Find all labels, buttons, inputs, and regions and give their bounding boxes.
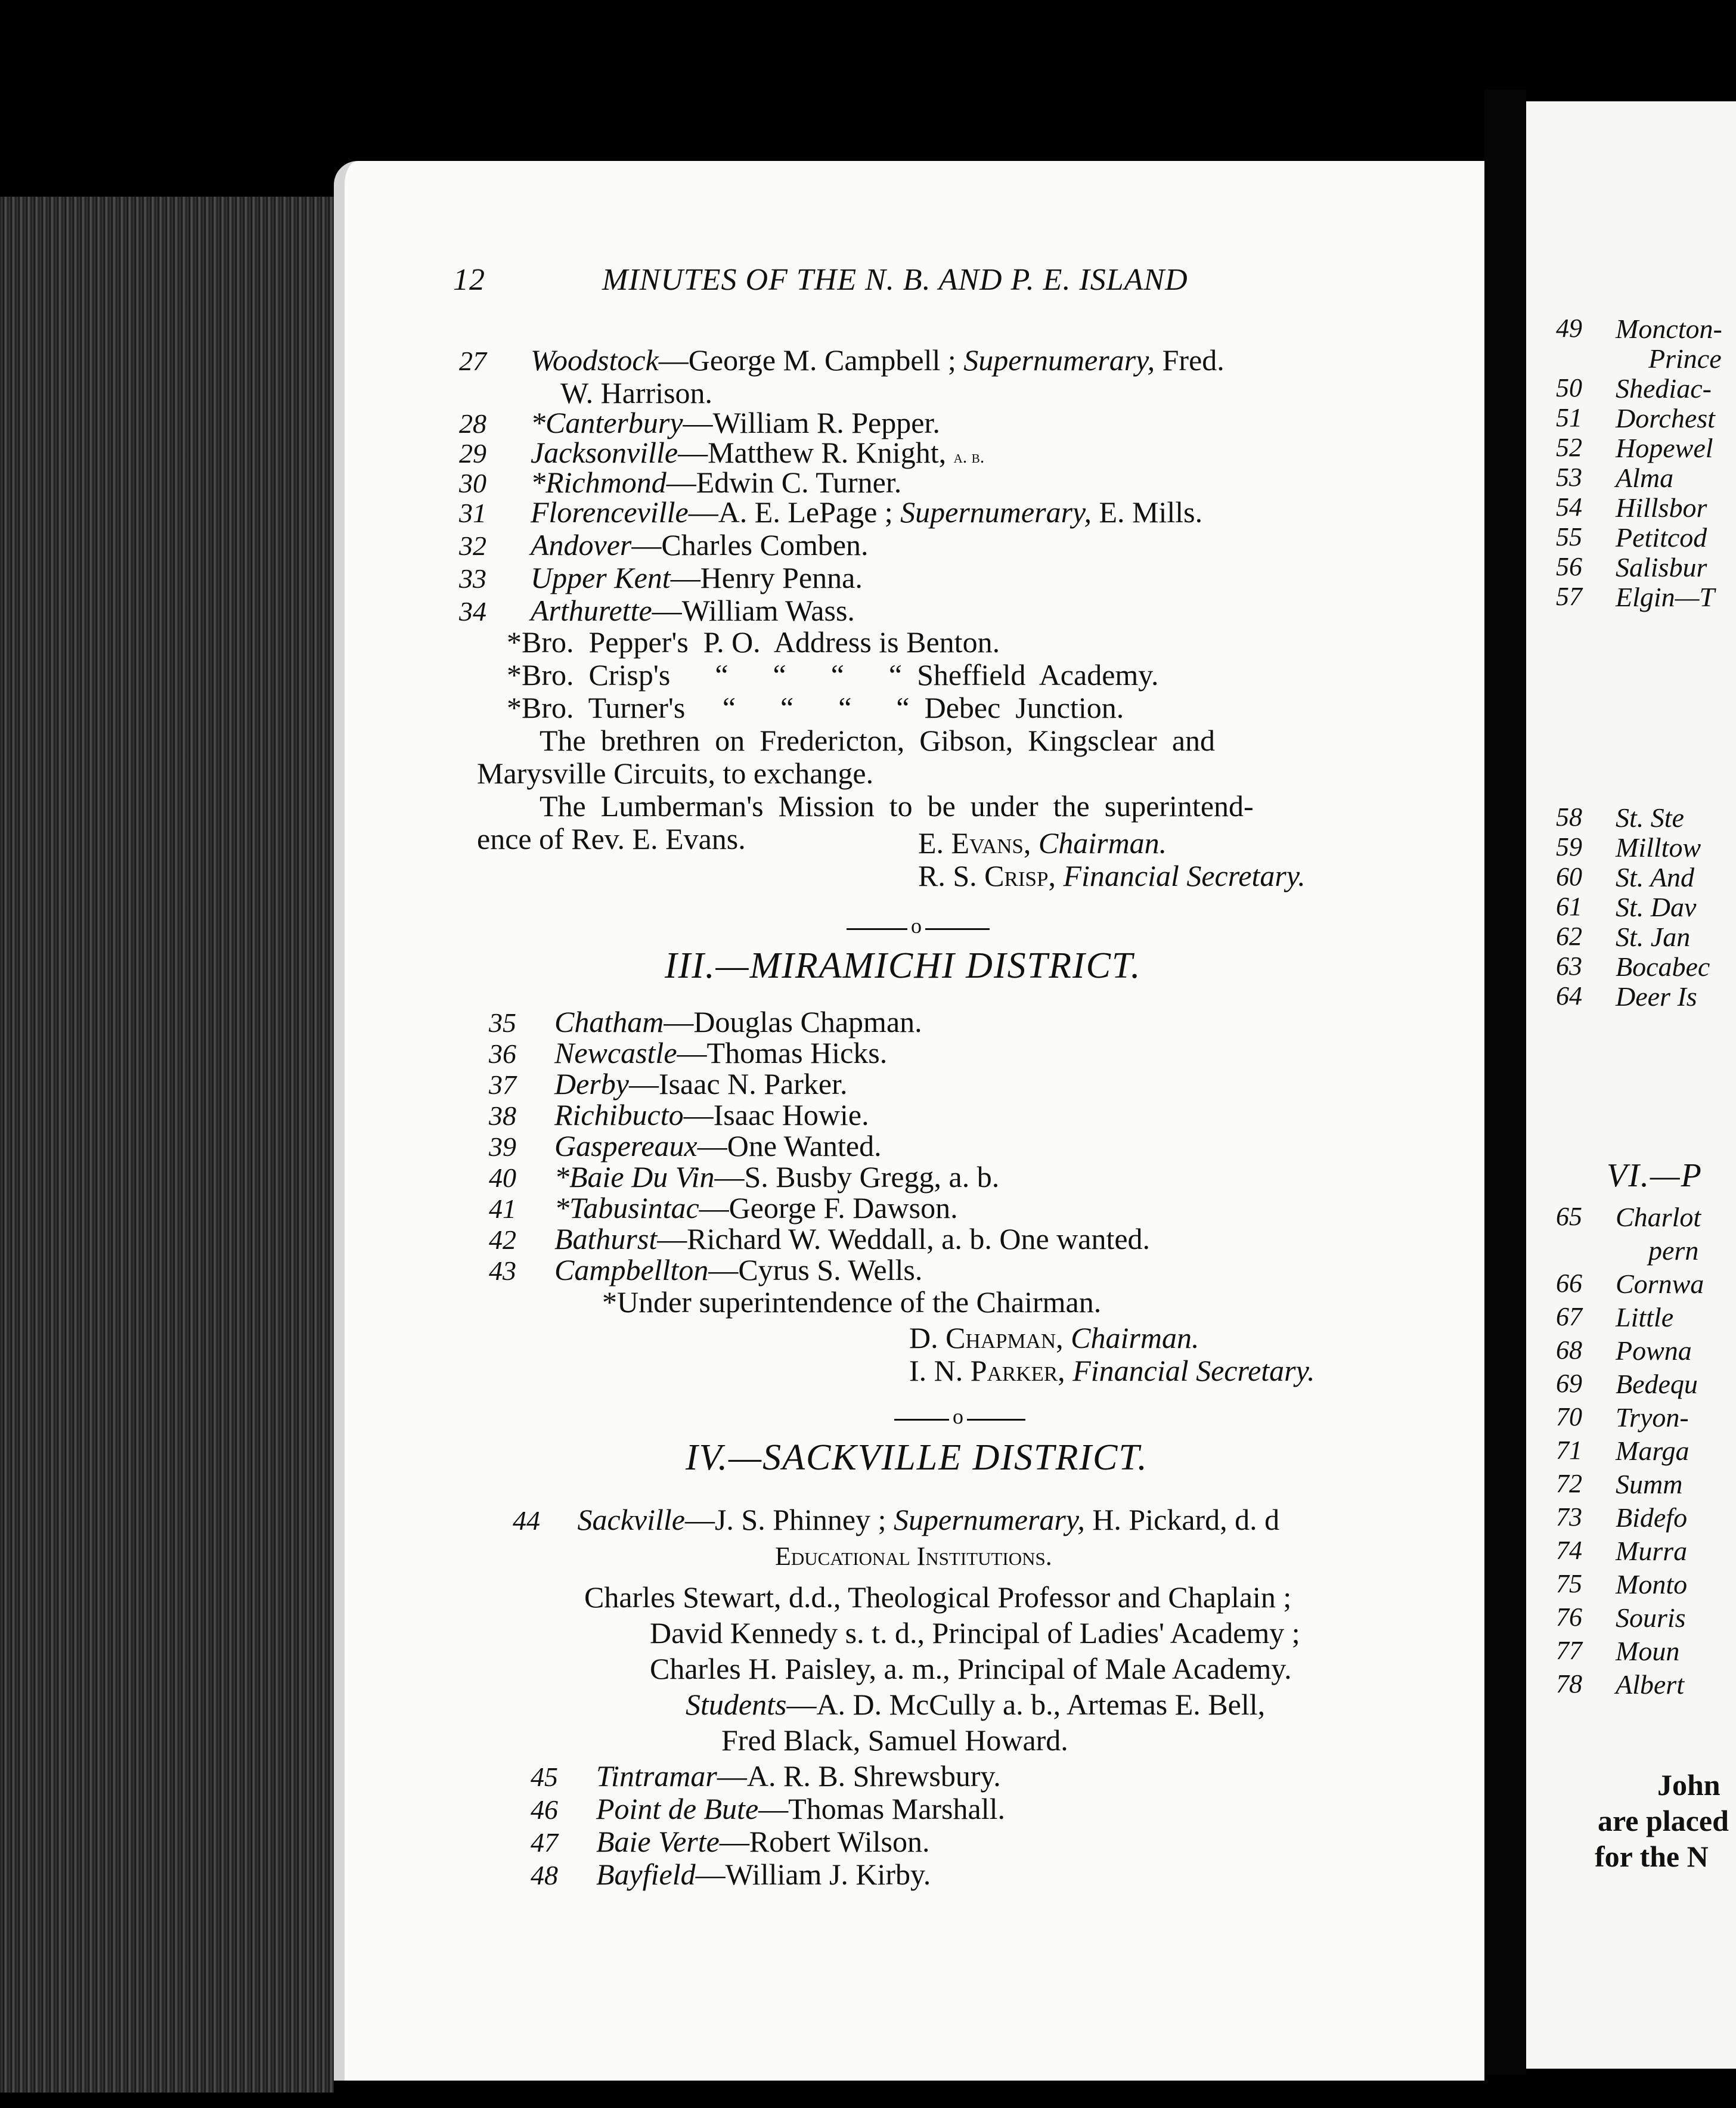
chairman-role: Chairman.	[1038, 826, 1167, 860]
entry-number: 33	[459, 563, 486, 594]
minister-name: A. E. LePage ;	[718, 495, 901, 529]
entry-number: 71	[1556, 1436, 1582, 1465]
entry-number: 30	[459, 468, 486, 498]
entry-number: 40	[489, 1162, 516, 1193]
dash: —	[708, 1253, 739, 1286]
secretary-name: I. N. Parker,	[909, 1354, 1065, 1387]
secretary-role: Financial Secretary.	[1063, 859, 1306, 892]
entry-number: 51	[1556, 403, 1582, 432]
circuit-name: Arthurette	[531, 594, 652, 627]
entry-number: 44	[513, 1505, 540, 1536]
minister-name: George M. Campbell ;	[688, 343, 964, 377]
entry-number: 35	[489, 1008, 516, 1038]
dash: —	[683, 406, 713, 439]
dash: —	[758, 1792, 789, 1825]
entry-number: 73	[1556, 1502, 1582, 1532]
dash: —	[683, 1098, 714, 1132]
minister-name: S. Busby Gregg, a. b.	[744, 1160, 1000, 1194]
circuit-name: Albert	[1616, 1669, 1684, 1700]
dash: —	[666, 466, 696, 499]
students-label: Students	[686, 1688, 787, 1721]
list-entry	[489, 1005, 922, 1039]
entry-number: 56	[1556, 552, 1582, 581]
chairman-role: Chairman.	[1071, 1321, 1199, 1354]
entry-number: 60	[1556, 862, 1582, 891]
district-6-title: VI.—P	[1607, 1157, 1703, 1194]
circuit-name: Little	[1616, 1302, 1674, 1332]
minister-name: Henry Penna.	[700, 561, 863, 594]
circuit-name: Hillsbor	[1616, 492, 1707, 523]
entry-number: 63	[1556, 951, 1582, 981]
circuit-name: Alma	[1616, 463, 1674, 493]
entry-number: 47	[531, 1827, 558, 1858]
entry-number: 75	[1556, 1569, 1582, 1598]
circuit-name: Prince	[1648, 343, 1722, 374]
circuit-name: Marga	[1616, 1436, 1690, 1466]
circuit-name: Baie Verte	[596, 1825, 720, 1858]
list-entry	[459, 343, 1224, 377]
secretary-role: Financial Secretary.	[1072, 1354, 1315, 1387]
circuit-name: Petitcod	[1616, 522, 1707, 553]
circuit-name: Elgin—T	[1616, 582, 1715, 612]
entry-number: 49	[1556, 314, 1582, 343]
dash: —	[652, 594, 682, 627]
entry-number: 46	[531, 1794, 558, 1825]
note-line: *Bro. Crisp's “ “ “ “ Sheffield Academy.	[507, 658, 1159, 692]
circuit-name: Sackville	[577, 1503, 685, 1536]
entry-number: 38	[489, 1100, 516, 1131]
list-entry	[459, 495, 1202, 529]
entry-number: 36	[489, 1038, 516, 1069]
entry-number: 58	[1556, 802, 1582, 832]
edu-line: Charles Stewart, d.d., Theological Professor and Chaplain ;	[584, 1580, 1292, 1614]
minister-name: William R. Pepper.	[712, 406, 940, 439]
circuit-name: Derby	[554, 1067, 629, 1100]
minister-name: W. Harrison.	[560, 376, 713, 410]
dash: —	[677, 1036, 707, 1070]
entry-number: 57	[1556, 582, 1582, 611]
circuit-name: *Tabusintac	[554, 1191, 699, 1224]
circuit-name: Tryon-	[1616, 1402, 1689, 1433]
entry-number: 64	[1556, 981, 1582, 1010]
circuit-name: Point de Bute	[596, 1792, 759, 1825]
entry-number: 45	[531, 1762, 558, 1792]
entry-number: 77	[1556, 1636, 1582, 1665]
dash: —	[631, 528, 662, 562]
entry-number: 43	[489, 1256, 516, 1286]
list-entry	[489, 1253, 922, 1287]
entry-number: 53	[1556, 463, 1582, 492]
dash: —	[695, 1858, 726, 1891]
students-line	[686, 1687, 1265, 1722]
circuit-name: Charlot	[1616, 1202, 1701, 1232]
list-entry	[489, 1129, 882, 1163]
entry-number: 65	[1556, 1202, 1582, 1231]
page-number: 12	[453, 263, 485, 297]
minister-name: Matthew R. Knight,	[708, 436, 954, 469]
list-entry	[489, 1160, 999, 1194]
circuit-name: Chatham	[554, 1005, 664, 1038]
circuit-name: Moun	[1616, 1636, 1680, 1666]
entry-number: 55	[1556, 522, 1582, 551]
entry-number: 32	[459, 531, 486, 561]
circuit-name: Bedequ	[1616, 1369, 1698, 1399]
dash: —	[714, 1160, 745, 1194]
list-entry	[489, 1098, 869, 1132]
circuit-name: *Baie Du Vin	[554, 1160, 715, 1194]
minister-name: Douglas Chapman.	[693, 1005, 922, 1038]
minister-name: Thomas Marshall.	[788, 1792, 1005, 1825]
minister-name: Robert Wilson.	[749, 1825, 930, 1858]
circuit-name: Campbellton	[554, 1253, 709, 1286]
entry-44: 44 Sackville—J. S. Phinney ; Supernumerary, H. Pickard, d. d	[513, 1503, 1280, 1536]
list-entry	[489, 1067, 847, 1101]
edu-line: Charles H. Paisley, a. m., Principal of Male Academy.	[650, 1652, 1292, 1685]
circuit-name: Bocabec	[1616, 951, 1710, 982]
circuit-name: Souris	[1616, 1602, 1686, 1633]
note-line: ence of Rev. E. Evans.	[477, 822, 746, 855]
minister-name: Cyrus S. Wells.	[738, 1253, 923, 1286]
dash: —	[664, 1005, 694, 1038]
entry-number: 54	[1556, 492, 1582, 522]
district-3-title: III.—MIRAMICHI DISTRICT.	[665, 946, 1142, 986]
entry-number: 48	[531, 1860, 558, 1890]
students-names: —A. D. McCully a. b., Artemas E. Bell,	[786, 1688, 1266, 1721]
chairman-name: D. Chapman,	[909, 1321, 1064, 1354]
circuit-name: Gaspereaux	[554, 1129, 698, 1162]
entry-number: 74	[1556, 1536, 1582, 1565]
minister-name: A. R. B. Shrewsbury.	[746, 1759, 1001, 1793]
minister-name: One Wanted.	[727, 1129, 882, 1162]
entry-number: 78	[1556, 1669, 1582, 1698]
circuit-name: St. Jan	[1616, 922, 1691, 952]
dash: —	[657, 1222, 687, 1256]
entry-number: 61	[1556, 892, 1582, 921]
minister-name: George F. Dawson.	[728, 1191, 958, 1224]
separator-mark-1: o	[907, 913, 925, 938]
note-line: *Bro. Turner's “ “ “ “ Debec Junction.	[507, 691, 1124, 724]
circuit-name: Cornwa	[1616, 1269, 1704, 1299]
dash: —	[717, 1759, 747, 1793]
entry-number: 31	[459, 498, 486, 528]
list-entry	[531, 1857, 931, 1892]
circuit-name: Summ	[1616, 1469, 1683, 1499]
extra-text: E. Mills.	[1091, 495, 1203, 529]
chairman-signature-1	[918, 826, 1167, 860]
list-entry	[531, 1824, 930, 1859]
note-line: The brethren on Fredericton, Gibson, Kingsclear and	[540, 724, 1216, 757]
entry-number: 59	[1556, 832, 1582, 861]
circuit-name: *Richmond	[531, 466, 666, 499]
entry-number: 27	[459, 346, 486, 376]
note-line: The Lumberman's Mission to be under the superintend-	[540, 789, 1254, 823]
edu-heading: Educational Institutions.	[775, 1542, 1052, 1571]
supernumerary-name: H. Pickard, d. d	[1084, 1503, 1280, 1536]
dash: —	[658, 343, 689, 377]
entry-number: 50	[1556, 373, 1582, 402]
entry-number: 34	[459, 596, 486, 627]
minister-name: William J. Kirby.	[725, 1858, 931, 1891]
list-entry	[489, 1036, 887, 1070]
entry-number: 69	[1556, 1369, 1582, 1398]
running-head: MINUTES OF THE N. B. AND P. E. ISLAND	[602, 263, 1188, 297]
circuit-name: Jacksonville	[531, 436, 678, 469]
list-entry	[531, 1791, 1005, 1826]
bottom-line: John	[1657, 1768, 1720, 1802]
dash: —	[628, 1067, 659, 1100]
entry-number: 67	[1556, 1302, 1582, 1331]
bottom-line: for the N	[1595, 1840, 1709, 1873]
entry-number: 66	[1556, 1269, 1582, 1298]
supernumerary-label: Supernumerary,	[900, 495, 1092, 529]
circuit-name: pern	[1648, 1235, 1699, 1266]
circuit-name: Moncton-	[1616, 314, 1722, 344]
list-entry	[459, 593, 855, 628]
entry-number: 52	[1556, 433, 1582, 462]
circuit-name: Shediac-	[1616, 373, 1712, 404]
district-3-note: *Under superintendence of the Chairman.	[602, 1285, 1102, 1319]
students-line-2: Fred Black, Samuel Howard.	[721, 1723, 1068, 1757]
circuit-name: Monto	[1616, 1569, 1688, 1599]
circuit-name: Bayfield	[596, 1858, 696, 1891]
supernumerary-label: Supernumerary,	[894, 1503, 1085, 1536]
extra-text: Fred.	[1155, 343, 1224, 377]
entry-number: 29	[459, 438, 486, 469]
circuit-name: Woodstock	[531, 343, 659, 377]
circuit-name: Hopewel	[1616, 433, 1713, 463]
minister-name: Edwin C. Turner.	[696, 466, 902, 499]
entry-number: 70	[1556, 1402, 1582, 1431]
chairman-name: E. Evans,	[918, 826, 1031, 860]
minister-name: J. S. Phinney ;	[714, 1503, 894, 1536]
secretary-signature-1	[918, 858, 1306, 893]
list-entry	[489, 1222, 1150, 1256]
list-entry	[531, 1759, 1001, 1793]
dash: —	[670, 561, 700, 594]
entry-number: 76	[1556, 1602, 1582, 1632]
circuit-name: Tintramar	[596, 1759, 717, 1793]
circuit-name: *Canterbury	[531, 406, 683, 439]
dash: —	[699, 1191, 729, 1224]
list-entry	[489, 1191, 958, 1225]
entry-number: 68	[1556, 1335, 1582, 1365]
supernumerary-label: Supernumerary,	[963, 343, 1155, 377]
entry-number: 72	[1556, 1469, 1582, 1498]
dash: —	[688, 495, 718, 529]
note-line: *Bro. Pepper's P. O. Address is Benton.	[507, 625, 1000, 659]
circuit-name: Murra	[1616, 1536, 1688, 1566]
bottom-line: are placed	[1598, 1804, 1729, 1837]
minister-name: William Wass.	[681, 594, 855, 627]
entry-number: 41	[489, 1194, 516, 1224]
entry-number: 39	[489, 1132, 516, 1162]
minister-name: Charles Comben.	[661, 528, 869, 562]
dash: —	[678, 436, 708, 469]
edu-line: David Kennedy s. t. d., Principal of Ladies' Academy ;	[650, 1616, 1300, 1650]
entry-number: 28	[459, 408, 486, 439]
circuit-name: Bidefo	[1616, 1502, 1688, 1533]
circuit-name: Richibucto	[554, 1098, 684, 1132]
district-4-title: IV.—SACKVILLE DISTRICT.	[686, 1437, 1148, 1478]
list-entry	[459, 528, 869, 562]
note-line: Marysville Circuits, to exchange.	[477, 757, 874, 790]
entry-number: 62	[1556, 922, 1582, 951]
extra-text: a. b.	[953, 447, 985, 467]
minister-name: Richard W. Weddall, a. b. One wanted.	[687, 1222, 1151, 1256]
dash: —	[697, 1129, 727, 1162]
circuit-name: Bathurst	[554, 1222, 658, 1256]
circuit-name: Dorchest	[1616, 403, 1715, 433]
chairman-signature-2	[909, 1320, 1199, 1355]
circuit-name: Upper Kent	[531, 561, 671, 594]
circuit-name: Powna	[1616, 1335, 1692, 1366]
book-gutter	[1484, 89, 1526, 2075]
circuit-name: Milltow	[1616, 832, 1701, 863]
circuit-name: St. And	[1616, 862, 1695, 892]
minister-name: Isaac N. Parker.	[658, 1067, 848, 1100]
list-entry	[459, 560, 863, 595]
circuit-name: St. Ste	[1616, 802, 1684, 833]
minister-name: Isaac Howie.	[713, 1098, 869, 1132]
circuit-name: Newcastle	[554, 1036, 677, 1070]
entry-number: 42	[489, 1224, 516, 1255]
entry-number: 37	[489, 1070, 516, 1100]
secretary-name: R. S. Crisp,	[918, 859, 1056, 892]
circuit-name: Andover	[531, 528, 632, 562]
circuit-name: Deer Is	[1616, 981, 1697, 1012]
circuit-name: Salisbur	[1616, 552, 1707, 582]
circuit-name: St. Dav	[1616, 892, 1697, 922]
dash: —	[719, 1825, 749, 1858]
circuit-name: Florenceville	[531, 495, 689, 529]
minister-name: Thomas Hicks.	[706, 1036, 888, 1070]
separator-mark-2: o	[949, 1404, 967, 1429]
secretary-signature-2	[909, 1353, 1315, 1388]
